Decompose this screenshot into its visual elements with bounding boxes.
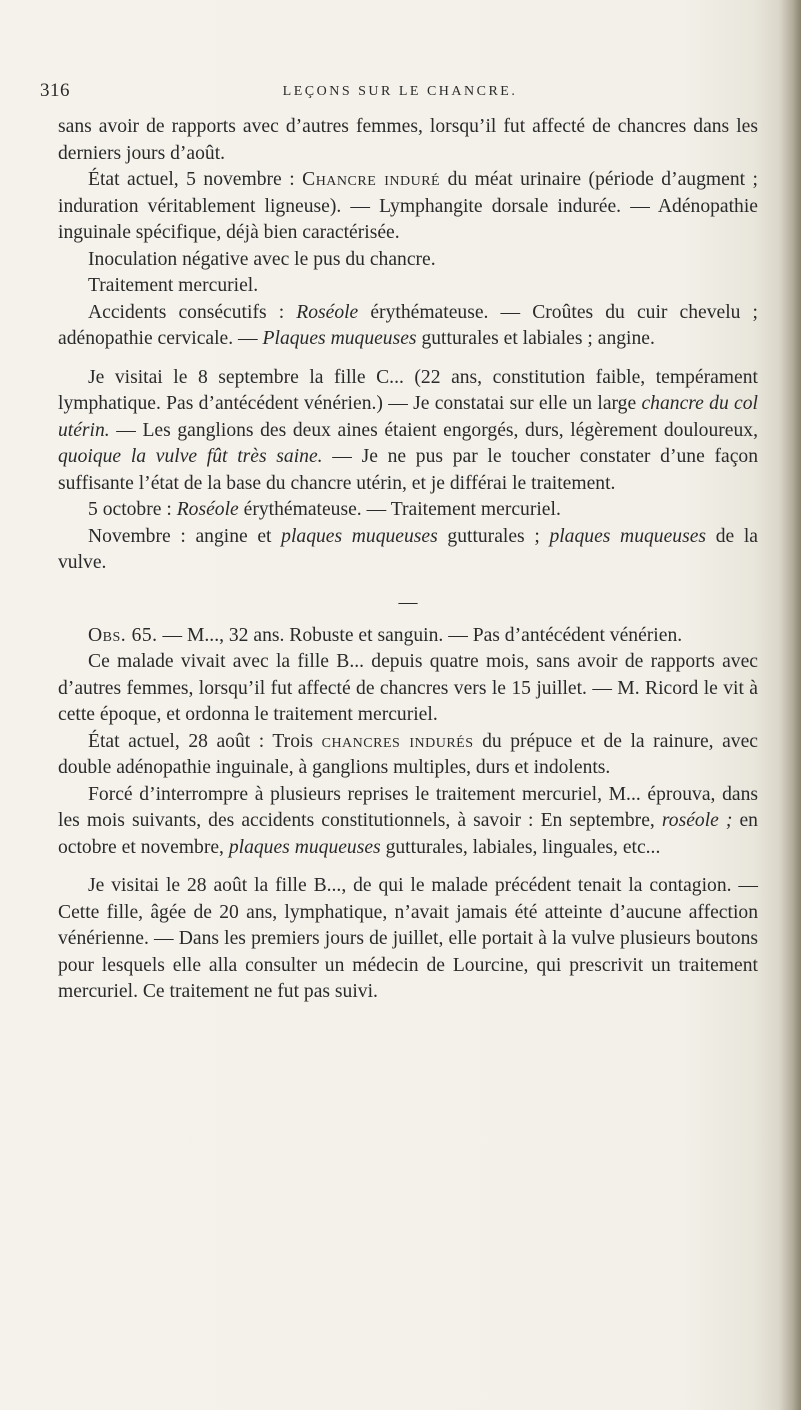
text-run: État actuel, 5 novembre : (88, 169, 303, 190)
text-run: du prépuce et de la rainure, avec double adénopathie inguinale, à ganglions multiples, durs et indolents. (58, 730, 758, 778)
text-run: érythémateuse. — Traitement mercuriel. (238, 499, 561, 520)
text-run: Forcé d’interrompre à plusieurs reprises le traitement mercuriel, M... éprouva, dans les mois suivants, des accidents constitutionnels, à savoir : En septembre, (58, 783, 758, 831)
italic-run: plaques muqueuses (281, 525, 438, 547)
text-run: gutturales, labiales, linguales, etc... (380, 836, 661, 858)
small-caps-run: chancres indurés (321, 730, 474, 752)
paragraph: Ce malade vivait avec la fille B... depuis quatre mois, sans avoir de rapports avec d’autres femmes, lorsqu’il fut affecté de chancres vers le 15 juillet. — M. Ricord le vit à cette époque, et ordonna le traitement mercuriel. (58, 651, 758, 725)
page-edge-shadow (779, 0, 801, 1410)
paragraph: Inoculation négative avec le pus du chancre. (88, 248, 436, 270)
spacer (58, 353, 758, 365)
page-header (40, 80, 760, 110)
text-run: Novembre : angine et (88, 525, 282, 547)
italic-run: Plaques muqueuses (262, 328, 417, 349)
text-run: du méat urinaire (période d’augment ; induration véritablement ligneuse). — Lymphangite dorsale indurée. — Adénopathie inguinale spécifique, déjà bien caractérisée. (58, 169, 758, 243)
paragraph (58, 497, 758, 524)
text-run: — M..., 32 ans. Robuste et sanguin. — Pas d’antécédent vénérien. (157, 624, 683, 646)
text-run: 5 octobre : (88, 499, 177, 520)
paragraph: Je visitai le 28 août la fille B..., de qui le malade précédent tenait la contagion. — Cette fille, âgée de 20 ans, lymphatique, n’avait jamais été atteinte d’aucune affection vénérienne. — Dans les premiers jours de juillet, elle portait à la vulve plusieurs boutons pour lesquels elle alla consulter un médecin de Lourcine, qui prescrivit un traitement mercuriel. Ce traitement ne fut pas suivi. (58, 875, 758, 1002)
paragraph: sans avoir de rapports avec d’autres femmes, lorsqu’il fut affecté de chancres dans les derniers jours d’août. (58, 116, 758, 164)
running-title: LEÇONS SUR LE CHANCRE. (282, 84, 518, 99)
paragraph: Traitement mercuriel. (88, 275, 259, 296)
italic-run: roséole ; (661, 810, 733, 831)
page-body (58, 114, 758, 1006)
text-run: Je visitai le 8 septembre la fille C... (22 ans, constitution faible, tempérament lymphatique. Pas d’antécédent vénérien.) — Je constatai sur elle un large (58, 366, 758, 414)
text-run: gutturales et labiales ; angine. (416, 328, 655, 349)
small-caps-run: Chancre induré (302, 169, 441, 190)
text-run: de la vulve. (58, 525, 758, 573)
paragraph (58, 729, 758, 782)
observation-label: Obs. 65. (88, 624, 158, 646)
text-run: Accidents consécutifs : (88, 301, 297, 323)
text-run: érythémateuse. — Croûtes du cuir chevelu ; adénopathie cervicale. — (58, 301, 758, 349)
italic-run: chancre du col utérin. (58, 393, 758, 441)
paragraph (58, 623, 758, 650)
spacer (58, 861, 758, 873)
italic-run: quoique la vulve fût très saine. (58, 446, 323, 467)
text-run: État actuel, 28 août : Trois (88, 730, 322, 752)
paragraph (58, 167, 758, 247)
text-run: — Les ganglions des deux aines étaient engorgés, durs, légèrement douloureux, (109, 419, 758, 441)
italic-run: Roséole (176, 499, 239, 520)
page-number: 316 (40, 80, 70, 101)
text-run: en octobre et novembre, (58, 810, 758, 858)
paragraph (58, 782, 758, 862)
paragraph (58, 300, 758, 353)
paragraph (58, 524, 758, 577)
italic-run: plaques muqueuses (228, 836, 381, 858)
text-run: gutturales ; (437, 525, 550, 547)
text-run: — Je ne pus par le toucher constater d’une façon suffisante l’état de la base du chancre utérin, et je différai le traitement. (58, 446, 758, 494)
paragraph (58, 365, 758, 498)
italic-run: Roséole (296, 301, 359, 323)
italic-run: plaques muqueuses (549, 525, 707, 547)
section-separator: — (398, 591, 418, 613)
